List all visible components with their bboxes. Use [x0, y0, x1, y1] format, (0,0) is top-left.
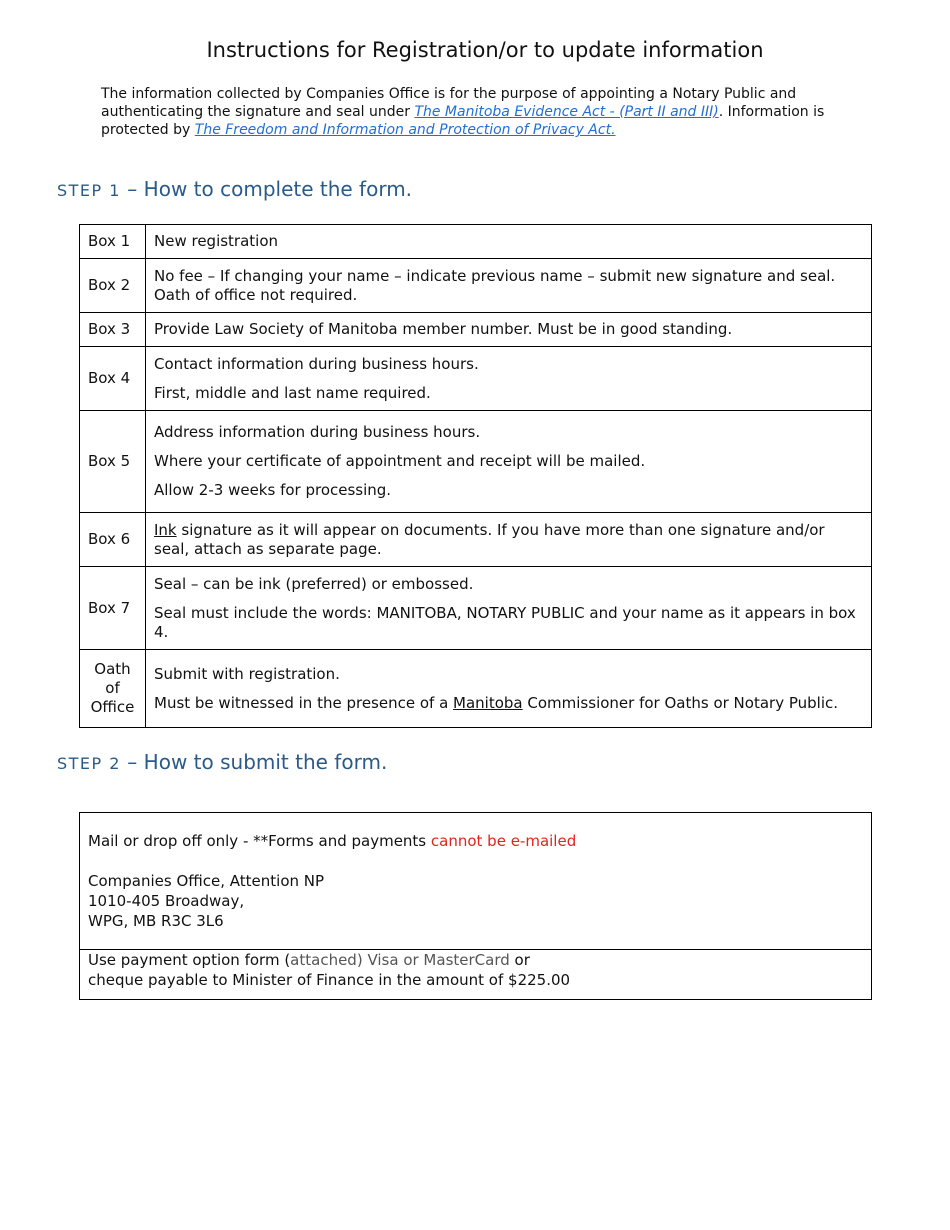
box-instructions: No fee – If changing your name – indicate previous name – submit new signature and seal. Oath of office not required.	[146, 259, 872, 313]
box-instructions: Provide Law Society of Manitoba member number. Must be in good standing.	[146, 313, 872, 347]
step-1-text: How to complete the form.	[143, 177, 413, 201]
step-2-heading	[57, 750, 387, 774]
step-1-heading	[57, 177, 412, 201]
page-title: Instructions for Registration/or to update information	[206, 38, 764, 62]
ink-underlined: Ink	[154, 520, 177, 539]
payment-section	[80, 950, 871, 999]
box-instructions: Seal – can be ink (preferred) or embossed. Seal must include the words: MANITOBA, NOTARY PUBLIC and your name as it appears in box 4.	[146, 567, 872, 650]
box-label: Box 5	[80, 411, 146, 513]
box-label: Box 4	[80, 347, 146, 411]
address-line: 1010-405 Broadway,	[88, 892, 245, 910]
step-2-dash: –	[120, 750, 144, 774]
table-row	[80, 225, 872, 259]
box-instructions: Ink signature as it will appear on documents. If you have more than one signature and/or seal, attach as separate page.	[146, 513, 872, 567]
instructions-table	[79, 224, 872, 728]
privacy-act-link[interactable]: The Freedom and Information and Protection of Privacy Act.	[194, 122, 616, 138]
box-instructions: New registration	[146, 225, 872, 259]
table-row	[80, 259, 872, 313]
email-warning: cannot be e-mailed	[430, 832, 577, 850]
mail-notice: Mail or drop off only - **Forms and payments cannot be e-mailed	[88, 832, 577, 850]
address-line: Companies Office, Attention NP	[88, 872, 325, 890]
box-instructions: Contact information during business hours. First, middle and last name required.	[146, 347, 872, 411]
box-instructions: Address information during business hours. Where your certificate of appointment and receipt will be mailed. Allow 2-3 weeks for processing.	[146, 411, 872, 513]
submission-box	[79, 812, 872, 1000]
box-label: Box 6	[80, 513, 146, 567]
intro-paragraph	[101, 85, 841, 139]
table-row	[80, 347, 872, 411]
box-label: Oath of Office	[80, 650, 146, 728]
payment-line-1: Use payment option form (attached) Visa or MasterCard or	[88, 951, 530, 969]
table-row	[80, 313, 872, 347]
table-row	[80, 567, 872, 650]
step-2-label: STEP 2	[57, 754, 121, 773]
box-label: Box 3	[80, 313, 146, 347]
manitoba-underlined: Manitoba	[453, 693, 523, 712]
evidence-act-link[interactable]: The Manitoba Evidence Act - (Part II and III)	[414, 104, 719, 120]
address-line: WPG, MB R3C 3L6	[88, 912, 224, 930]
step-2-text: How to submit the form.	[143, 750, 388, 774]
intro-text-2: . Information is protected by	[101, 104, 825, 138]
table-row	[80, 411, 872, 513]
step-1-dash: –	[120, 177, 144, 201]
table-row	[80, 650, 872, 728]
box-instructions: Submit with registration. Must be witnessed in the presence of a Manitoba Commissioner for Oaths or Notary Public.	[146, 650, 872, 728]
table-row	[80, 513, 872, 567]
box-label: Box 1	[80, 225, 146, 259]
payment-line-2: cheque payable to Minister of Finance in the amount of $225.00	[88, 971, 571, 989]
intro-text-1: The information collected by Companies Office is for the purpose of appointing a Notary Public and authenticating the signature and seal under	[101, 86, 797, 120]
step-1-label: STEP 1	[57, 181, 121, 200]
mailing-section	[80, 813, 871, 950]
box-label: Box 2	[80, 259, 146, 313]
box-label: Box 7	[80, 567, 146, 650]
